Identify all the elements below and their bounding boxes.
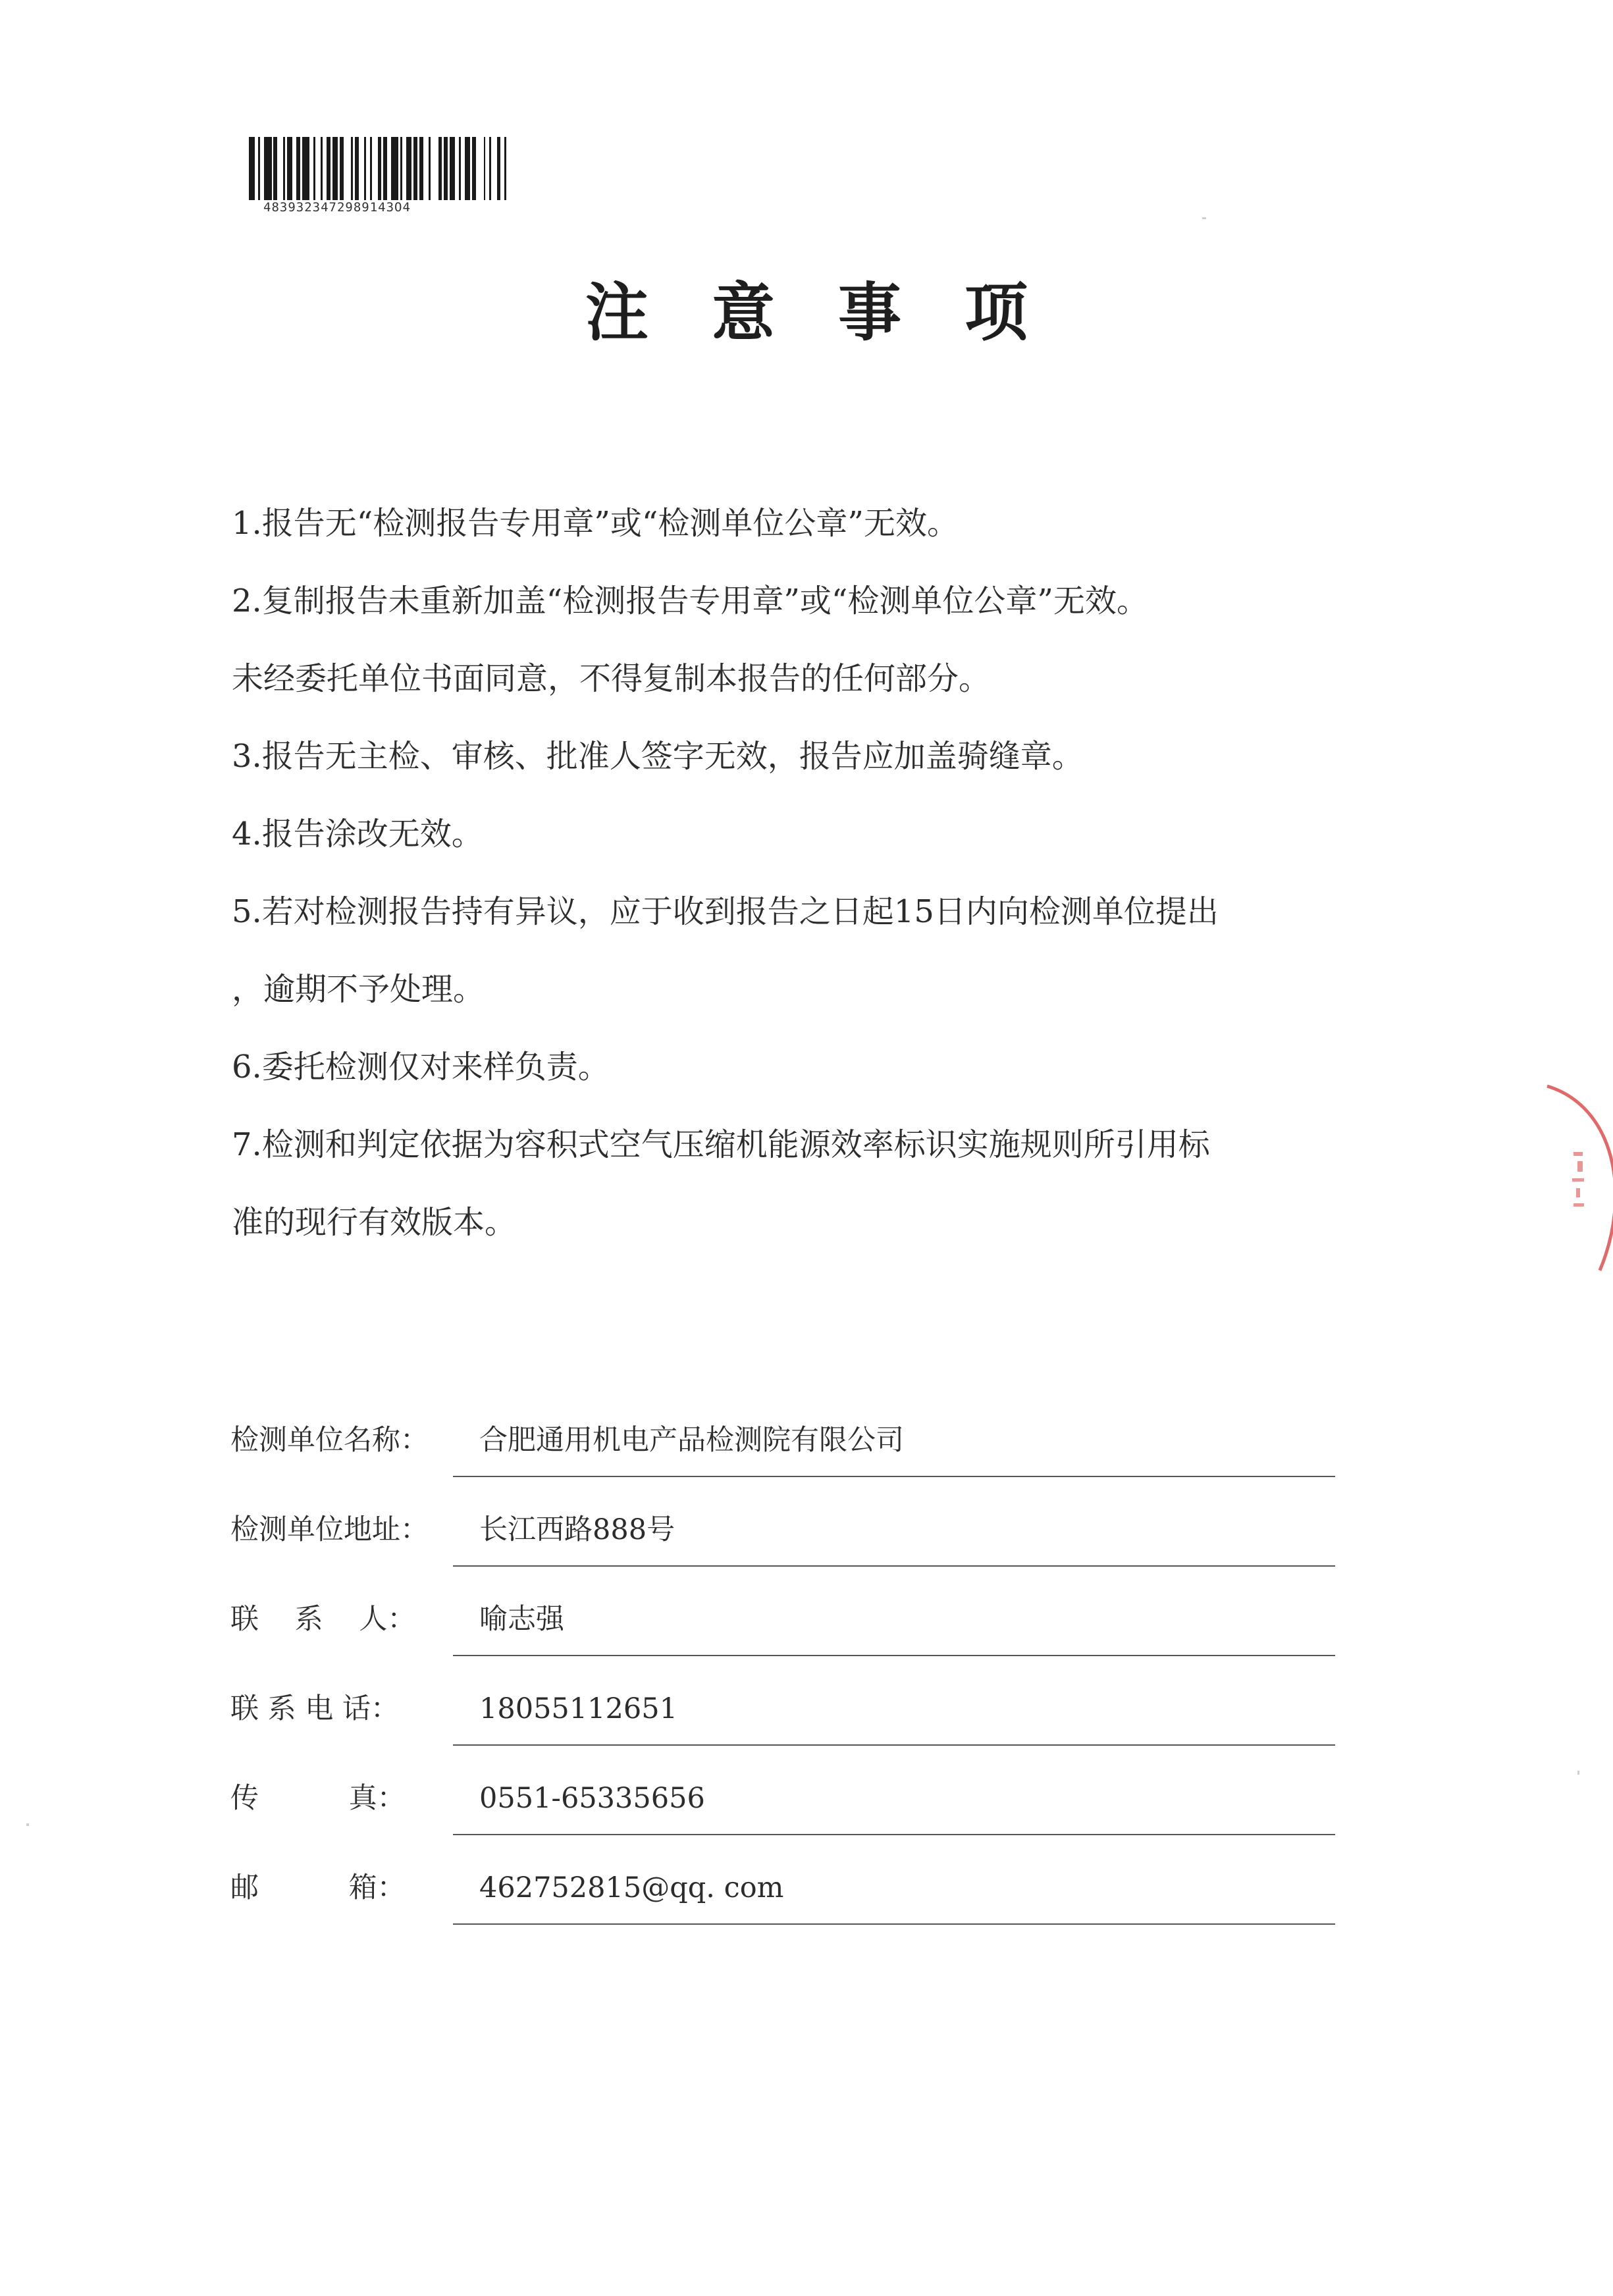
note-item-2: 2.复制报告未重新加盖“检测报告专用章”或“检测单位公章”无效。	[232, 583, 1148, 619]
barcode	[249, 137, 512, 215]
underline	[453, 1923, 1335, 1925]
note-item-3: 3.报告无主检、审核、批准人签字无效，报告应加盖骑缝章。	[232, 738, 1084, 775]
barcode-bar	[359, 137, 365, 200]
contact-label: 检测单位名称：	[230, 1424, 429, 1457]
contact-label: 传 真：	[230, 1782, 406, 1815]
underline	[453, 1476, 1335, 1477]
barcode-bar	[450, 137, 456, 200]
address-value: 长江西路888号	[479, 1513, 675, 1546]
barcode-bar	[423, 137, 429, 200]
contact-label: 检测单位地址：	[230, 1513, 429, 1546]
barcode-bar	[476, 137, 484, 200]
barcode-bar	[332, 137, 338, 200]
barcode-bar	[287, 137, 293, 200]
barcode-bar	[406, 137, 412, 200]
note-item-4: 4.报告涂改无效。	[232, 816, 483, 852]
note-item-1: 1.报告无“检测报告专用章”或“检测单位公章”无效。	[232, 505, 959, 542]
barcode-bar	[431, 137, 438, 200]
contact-label: 联 系 电 话：	[230, 1692, 400, 1725]
contact-row-fax	[230, 1767, 1336, 1856]
contact-label: 联 系 人：	[230, 1603, 416, 1636]
note-item-6: 6.委托检测仅对来样负责。	[232, 1049, 610, 1085]
contact-row-email	[230, 1856, 1336, 1946]
underline	[453, 1565, 1335, 1567]
email-value: 462752815@qq. com	[479, 1871, 784, 1904]
barcode-bar	[391, 137, 399, 200]
fax-value: 0551-65335656	[479, 1782, 705, 1815]
contact-person-value: 喻志强	[479, 1603, 564, 1636]
notes-list	[232, 484, 1364, 1261]
note-item-7: 7.检测和判定依据为容积式空气压缩机能源效率标识实施规则所引用标	[232, 1126, 1210, 1163]
page-title: 注意事项	[585, 275, 1091, 350]
barcode-bar	[249, 137, 255, 200]
contact-row-person	[230, 1588, 1336, 1677]
barcode-bar	[491, 137, 497, 200]
barcode-bar	[465, 137, 471, 200]
barcode-bar	[372, 137, 378, 200]
seam-seal-icon	[1534, 1080, 1613, 1277]
scan-speck	[1577, 1771, 1579, 1775]
underline	[453, 1834, 1335, 1835]
barcode-bar	[264, 137, 272, 200]
contact-label: 邮 箱：	[230, 1871, 406, 1904]
org-name-value: 合肥通用机电产品检测院有限公司	[479, 1424, 904, 1457]
barcode-bars	[249, 137, 512, 200]
barcode-bar	[302, 137, 310, 200]
barcode-bar	[344, 137, 352, 200]
contact-info	[230, 1409, 1336, 1946]
contact-row-address	[230, 1498, 1336, 1588]
underline	[453, 1744, 1335, 1746]
note-item-2-continued: 未经委托单位书面同意，不得复制本报告的任何部分。	[232, 660, 991, 697]
contact-row-phone	[230, 1677, 1336, 1767]
underline	[453, 1655, 1335, 1656]
phone-value: 18055112651	[479, 1692, 677, 1725]
barcode-number: 4839323472989143O4	[263, 200, 411, 215]
note-item-5: 5.若对检测报告持有异议，应于收到报告之日起15日内向检测单位提出	[232, 893, 1219, 930]
barcode-bar	[506, 137, 512, 200]
barcode-bar	[277, 137, 283, 200]
note-item-5-continued: ，逾期不予处理。	[232, 971, 485, 1008]
note-item-7-continued: 准的现行有效版本。	[232, 1204, 517, 1241]
contact-row-org-name	[230, 1409, 1336, 1498]
barcode-bar	[315, 137, 321, 200]
scan-speck	[1202, 217, 1206, 219]
scan-speck	[26, 1823, 29, 1826]
